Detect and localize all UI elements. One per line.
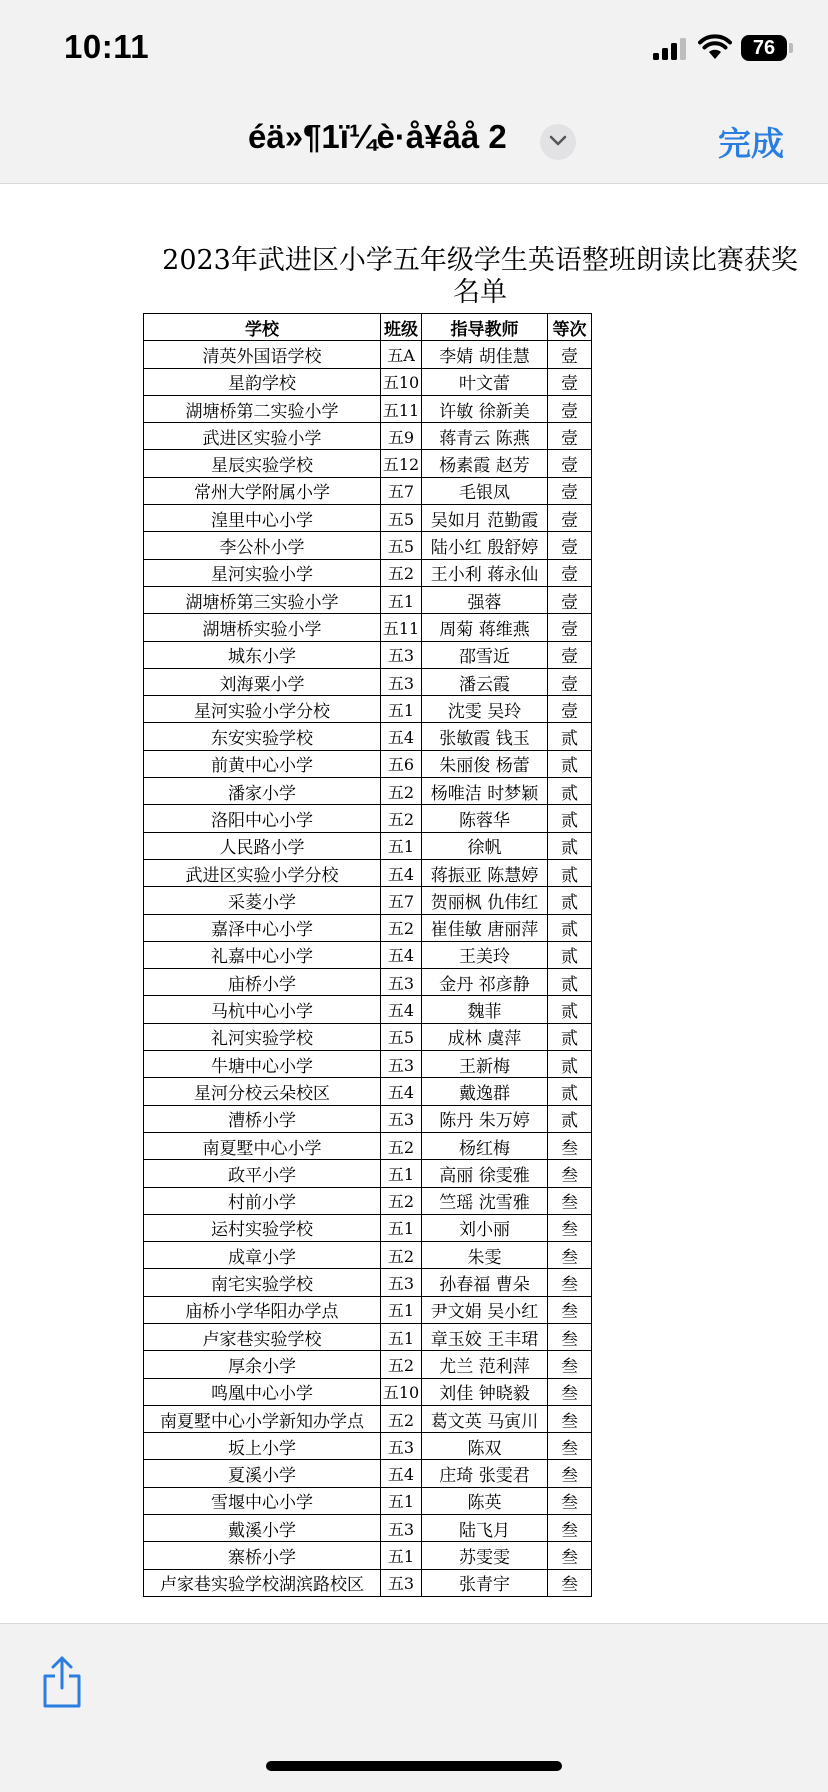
- class-cell: 五1: [381, 696, 422, 723]
- school-cell: 庙桥小学华阳办学点: [144, 1296, 381, 1323]
- table-row: [144, 559, 592, 586]
- teacher-cell: 崔佳敏 唐丽萍: [422, 914, 548, 941]
- school-cell: 卢家巷实验学校湖滨路校区: [144, 1569, 381, 1596]
- school-cell: 南夏墅中心小学: [144, 1132, 381, 1159]
- school-cell: 湖塘桥第二实验小学: [144, 395, 381, 422]
- home-indicator[interactable]: [266, 1761, 562, 1771]
- teacher-cell: 潘云霞: [422, 668, 548, 695]
- school-cell: 刘海粟小学: [144, 668, 381, 695]
- table-row: [144, 805, 592, 832]
- teacher-cell: 杨唯洁 时梦颖: [422, 778, 548, 805]
- rank-cell: 叁: [548, 1132, 592, 1159]
- teacher-cell: 葛文英 马寅川: [422, 1405, 548, 1432]
- table-row: [144, 1433, 592, 1460]
- teacher-cell: 王美玲: [422, 941, 548, 968]
- teacher-cell: 高丽 徐雯雅: [422, 1160, 548, 1187]
- table-row: [144, 887, 592, 914]
- table-row: [144, 505, 592, 532]
- class-cell: 五A: [381, 341, 422, 368]
- rank-cell: 贰: [548, 778, 592, 805]
- wifi-icon: [698, 34, 732, 60]
- school-cell: 政平小学: [144, 1160, 381, 1187]
- school-cell: 武进区实验小学: [144, 423, 381, 450]
- teacher-cell: 魏菲: [422, 996, 548, 1023]
- school-cell: 星河实验小学: [144, 559, 381, 586]
- teacher-cell: 章玉姣 王丰珺: [422, 1323, 548, 1350]
- class-cell: 五11: [381, 395, 422, 422]
- class-cell: 五1: [381, 1214, 422, 1241]
- teacher-cell: 金丹 祁彦静: [422, 969, 548, 996]
- rank-cell: 贰: [548, 914, 592, 941]
- class-cell: 五5: [381, 532, 422, 559]
- teacher-cell: 庄琦 张雯君: [422, 1460, 548, 1487]
- table-row: [144, 859, 592, 886]
- school-cell: 成章小学: [144, 1242, 381, 1269]
- table-row: [144, 1296, 592, 1323]
- teacher-cell: 陈蓉华: [422, 805, 548, 832]
- teacher-cell: 尤兰 范利萍: [422, 1351, 548, 1378]
- table-row: [144, 1078, 592, 1105]
- table-row: [144, 1023, 592, 1050]
- class-cell: 五1: [381, 586, 422, 613]
- title-line-1: 2023年武进区小学五年级学生英语整班朗读比赛获奖: [162, 245, 798, 276]
- header-school: 学校: [144, 314, 381, 341]
- school-cell: 礼河实验学校: [144, 1023, 381, 1050]
- table-row: [144, 368, 592, 395]
- table-row: [144, 1051, 592, 1078]
- teacher-cell: 陈双: [422, 1433, 548, 1460]
- rank-cell: 叁: [548, 1269, 592, 1296]
- teacher-cell: 张青宇: [422, 1569, 548, 1596]
- table-row: [144, 723, 592, 750]
- teacher-cell: 孙春福 曹朵: [422, 1269, 548, 1296]
- table-row: [144, 614, 592, 641]
- school-cell: 采菱小学: [144, 887, 381, 914]
- teacher-cell: 王新梅: [422, 1051, 548, 1078]
- table-row: [144, 778, 592, 805]
- table-row: [144, 1269, 592, 1296]
- class-cell: 五2: [381, 914, 422, 941]
- rank-cell: 叁: [548, 1323, 592, 1350]
- table-header-row: [144, 314, 592, 341]
- table-row: [144, 1242, 592, 1269]
- battery-cap: [789, 43, 793, 53]
- school-cell: 庙桥小学: [144, 969, 381, 996]
- table-row: [144, 1569, 592, 1596]
- table-row: [144, 1460, 592, 1487]
- class-cell: 五12: [381, 450, 422, 477]
- table-row: [144, 1214, 592, 1241]
- teacher-cell: 许敏 徐新美: [422, 395, 548, 422]
- table-row: [144, 1515, 592, 1542]
- class-cell: 五1: [381, 1323, 422, 1350]
- page-title: [140, 245, 820, 309]
- rank-cell: 叁: [548, 1569, 592, 1596]
- class-cell: 五6: [381, 750, 422, 777]
- rank-cell: 壹: [548, 395, 592, 422]
- rank-cell: 叁: [548, 1378, 592, 1405]
- rank-cell: 叁: [548, 1487, 592, 1514]
- class-cell: 五10: [381, 368, 422, 395]
- class-cell: 五4: [381, 1460, 422, 1487]
- teacher-cell: 李婧 胡佳慧: [422, 341, 548, 368]
- teacher-cell: 戴逸群: [422, 1078, 548, 1105]
- class-cell: 五5: [381, 505, 422, 532]
- rank-cell: 壹: [548, 668, 592, 695]
- teacher-cell: 刘小丽: [422, 1214, 548, 1241]
- class-cell: 五4: [381, 996, 422, 1023]
- school-cell: 牛塘中心小学: [144, 1051, 381, 1078]
- class-cell: 五2: [381, 1132, 422, 1159]
- table-row: [144, 532, 592, 559]
- class-cell: 五10: [381, 1378, 422, 1405]
- class-cell: 五1: [381, 1160, 422, 1187]
- rank-cell: 壹: [548, 423, 592, 450]
- table-row: [144, 477, 592, 504]
- rank-cell: 叁: [548, 1460, 592, 1487]
- title-line-2: 名单: [453, 277, 507, 308]
- rank-cell: 壹: [548, 614, 592, 641]
- class-cell: 五7: [381, 477, 422, 504]
- class-cell: 五3: [381, 1051, 422, 1078]
- teacher-cell: 杨素霞 赵芳: [422, 450, 548, 477]
- table-row: [144, 341, 592, 368]
- class-cell: 五3: [381, 969, 422, 996]
- rank-cell: 叁: [548, 1515, 592, 1542]
- school-cell: 潘家小学: [144, 778, 381, 805]
- school-cell: 南宅实验学校: [144, 1269, 381, 1296]
- table-row: [144, 1542, 592, 1569]
- class-cell: 五4: [381, 1078, 422, 1105]
- class-cell: 五3: [381, 1105, 422, 1132]
- nav-bar: [0, 96, 828, 184]
- table-row: [144, 1378, 592, 1405]
- school-cell: 李公朴小学: [144, 532, 381, 559]
- teacher-cell: 蒋振亚 陈慧婷: [422, 859, 548, 886]
- school-cell: 星河实验小学分校: [144, 696, 381, 723]
- teacher-cell: 张敏霞 钱玉: [422, 723, 548, 750]
- table-row: [144, 450, 592, 477]
- teacher-cell: 徐帆: [422, 832, 548, 859]
- school-cell: 常州大学附属小学: [144, 477, 381, 504]
- school-cell: 寨桥小学: [144, 1542, 381, 1569]
- school-cell: 湖塘桥实验小学: [144, 614, 381, 641]
- class-cell: 五3: [381, 641, 422, 668]
- class-cell: 五9: [381, 423, 422, 450]
- rank-cell: 贰: [548, 1051, 592, 1078]
- rank-cell: 叁: [548, 1242, 592, 1269]
- status-bar: [0, 0, 828, 96]
- school-cell: 鸣凰中心小学: [144, 1378, 381, 1405]
- share-icon[interactable]: [40, 1654, 84, 1710]
- teacher-cell: 朱丽俊 杨蕾: [422, 750, 548, 777]
- bottom-toolbar: [0, 1623, 828, 1792]
- teacher-cell: 苏雯雯: [422, 1542, 548, 1569]
- table-row: [144, 696, 592, 723]
- class-cell: 五7: [381, 887, 422, 914]
- rank-cell: 壹: [548, 641, 592, 668]
- header-teacher: 指导教师: [422, 314, 548, 341]
- rank-cell: 贰: [548, 859, 592, 886]
- done-button[interactable]: 完成: [718, 124, 784, 163]
- class-cell: 五3: [381, 1433, 422, 1460]
- class-cell: 五5: [381, 1023, 422, 1050]
- teacher-cell: 周菊 蒋维燕: [422, 614, 548, 641]
- school-cell: 漕桥小学: [144, 1105, 381, 1132]
- rank-cell: 叁: [548, 1214, 592, 1241]
- school-cell: 坂上小学: [144, 1433, 381, 1460]
- class-cell: 五2: [381, 778, 422, 805]
- table-row: [144, 1105, 592, 1132]
- class-cell: 五3: [381, 668, 422, 695]
- rank-cell: 贰: [548, 1078, 592, 1105]
- rank-cell: 叁: [548, 1542, 592, 1569]
- school-cell: 村前小学: [144, 1187, 381, 1214]
- teacher-cell: 刘佳 钟晓毅: [422, 1378, 548, 1405]
- table-row: [144, 969, 592, 996]
- class-cell: 五2: [381, 1351, 422, 1378]
- class-cell: 五3: [381, 1269, 422, 1296]
- teacher-cell: 陈丹 朱万婷: [422, 1105, 548, 1132]
- teacher-cell: 邵雪近: [422, 641, 548, 668]
- rank-cell: 贰: [548, 996, 592, 1023]
- table-row: [144, 1187, 592, 1214]
- teacher-cell: 陆小红 殷舒婷: [422, 532, 548, 559]
- school-cell: 人民路小学: [144, 832, 381, 859]
- teacher-cell: 杨红梅: [422, 1132, 548, 1159]
- rank-cell: 贰: [548, 969, 592, 996]
- teacher-cell: 吴如月 范勤霞: [422, 505, 548, 532]
- table-row: [144, 1487, 592, 1514]
- cellular-signal-icon: [653, 38, 687, 60]
- rank-cell: 贰: [548, 750, 592, 777]
- teacher-cell: 陆飞月: [422, 1515, 548, 1542]
- table-row: [144, 941, 592, 968]
- rank-cell: 叁: [548, 1405, 592, 1432]
- teacher-cell: 陈英: [422, 1487, 548, 1514]
- class-cell: 五3: [381, 1515, 422, 1542]
- rank-cell: 壹: [548, 559, 592, 586]
- class-cell: 五11: [381, 614, 422, 641]
- teacher-cell: 沈雯 吴玲: [422, 696, 548, 723]
- rank-cell: 贰: [548, 723, 592, 750]
- header-class: 班级: [381, 314, 422, 341]
- table-row: [144, 832, 592, 859]
- rank-cell: 壹: [548, 505, 592, 532]
- class-cell: 五2: [381, 1242, 422, 1269]
- school-cell: 戴溪小学: [144, 1515, 381, 1542]
- school-cell: 城东小学: [144, 641, 381, 668]
- teacher-cell: 王小利 蒋永仙: [422, 559, 548, 586]
- table-row: [144, 914, 592, 941]
- school-cell: 礼嘉中心小学: [144, 941, 381, 968]
- table-row: [144, 1351, 592, 1378]
- teacher-cell: 叶文蕾: [422, 368, 548, 395]
- rank-cell: 壹: [548, 450, 592, 477]
- table-row: [144, 1405, 592, 1432]
- teacher-cell: 贺丽枫 仇伟红: [422, 887, 548, 914]
- table-body: [144, 341, 592, 1597]
- school-cell: 嘉泽中心小学: [144, 914, 381, 941]
- rank-cell: 贰: [548, 1105, 592, 1132]
- class-cell: 五2: [381, 805, 422, 832]
- table-row: [144, 996, 592, 1023]
- school-cell: 卢家巷实验学校: [144, 1323, 381, 1350]
- rank-cell: 壹: [548, 341, 592, 368]
- teacher-cell: 强蓉: [422, 586, 548, 613]
- school-cell: 星辰实验学校: [144, 450, 381, 477]
- rank-cell: 壹: [548, 368, 592, 395]
- rank-cell: 叁: [548, 1433, 592, 1460]
- table-row: [144, 750, 592, 777]
- rank-cell: 壹: [548, 696, 592, 723]
- title-menu-button[interactable]: [540, 124, 576, 160]
- class-cell: 五1: [381, 1296, 422, 1323]
- school-cell: 南夏墅中心小学新知办学点: [144, 1405, 381, 1432]
- header-rank: 等次: [548, 314, 592, 341]
- class-cell: 五2: [381, 559, 422, 586]
- rank-cell: 贰: [548, 1023, 592, 1050]
- rank-cell: 壹: [548, 477, 592, 504]
- school-cell: 武进区实验小学分校: [144, 859, 381, 886]
- school-cell: 雪堰中心小学: [144, 1487, 381, 1514]
- school-cell: 马杭中心小学: [144, 996, 381, 1023]
- table-row: [144, 1132, 592, 1159]
- school-cell: 洛阳中心小学: [144, 805, 381, 832]
- table-row: [144, 586, 592, 613]
- school-cell: 湖塘桥第三实验小学: [144, 586, 381, 613]
- class-cell: 五2: [381, 1405, 422, 1432]
- school-cell: 星韵学校: [144, 368, 381, 395]
- chevron-down-icon: [549, 135, 567, 147]
- rank-cell: 叁: [548, 1160, 592, 1187]
- teacher-cell: 竺瑶 沈雪雅: [422, 1187, 548, 1214]
- rank-cell: 贰: [548, 941, 592, 968]
- school-cell: 东安实验学校: [144, 723, 381, 750]
- class-cell: 五1: [381, 1542, 422, 1569]
- school-cell: 星河分校云朵校区: [144, 1078, 381, 1105]
- school-cell: 前黄中心小学: [144, 750, 381, 777]
- school-cell: 运村实验学校: [144, 1214, 381, 1241]
- status-time: 10:11: [64, 28, 150, 65]
- teacher-cell: 毛银凤: [422, 477, 548, 504]
- teacher-cell: 蒋青云 陈燕: [422, 423, 548, 450]
- rank-cell: 贰: [548, 887, 592, 914]
- battery-icon: 76: [741, 35, 787, 61]
- rank-cell: 叁: [548, 1187, 592, 1214]
- rank-cell: 壹: [548, 586, 592, 613]
- class-cell: 五1: [381, 1487, 422, 1514]
- teacher-cell: 尹文娟 吴小红: [422, 1296, 548, 1323]
- school-cell: 清英外国语学校: [144, 341, 381, 368]
- school-cell: 湟里中心小学: [144, 505, 381, 532]
- document-title[interactable]: éä»¶1ï¼è·å¥åå 2: [248, 118, 507, 155]
- class-cell: 五4: [381, 941, 422, 968]
- rank-cell: 叁: [548, 1351, 592, 1378]
- document-view[interactable]: [0, 185, 828, 1623]
- class-cell: 五1: [381, 832, 422, 859]
- class-cell: 五4: [381, 723, 422, 750]
- table-row: [144, 423, 592, 450]
- table-row: [144, 668, 592, 695]
- rank-cell: 贰: [548, 832, 592, 859]
- rank-cell: 贰: [548, 805, 592, 832]
- teacher-cell: 成林 虞萍: [422, 1023, 548, 1050]
- table-row: [144, 641, 592, 668]
- rank-cell: 壹: [548, 532, 592, 559]
- school-cell: 夏溪小学: [144, 1460, 381, 1487]
- table-row: [144, 395, 592, 422]
- class-cell: 五3: [381, 1569, 422, 1596]
- class-cell: 五4: [381, 859, 422, 886]
- teacher-cell: 朱雯: [422, 1242, 548, 1269]
- school-cell: 厚余小学: [144, 1351, 381, 1378]
- table-row: [144, 1323, 592, 1350]
- rank-cell: 叁: [548, 1296, 592, 1323]
- awards-table: [143, 313, 592, 1597]
- class-cell: 五2: [381, 1187, 422, 1214]
- table-row: [144, 1160, 592, 1187]
